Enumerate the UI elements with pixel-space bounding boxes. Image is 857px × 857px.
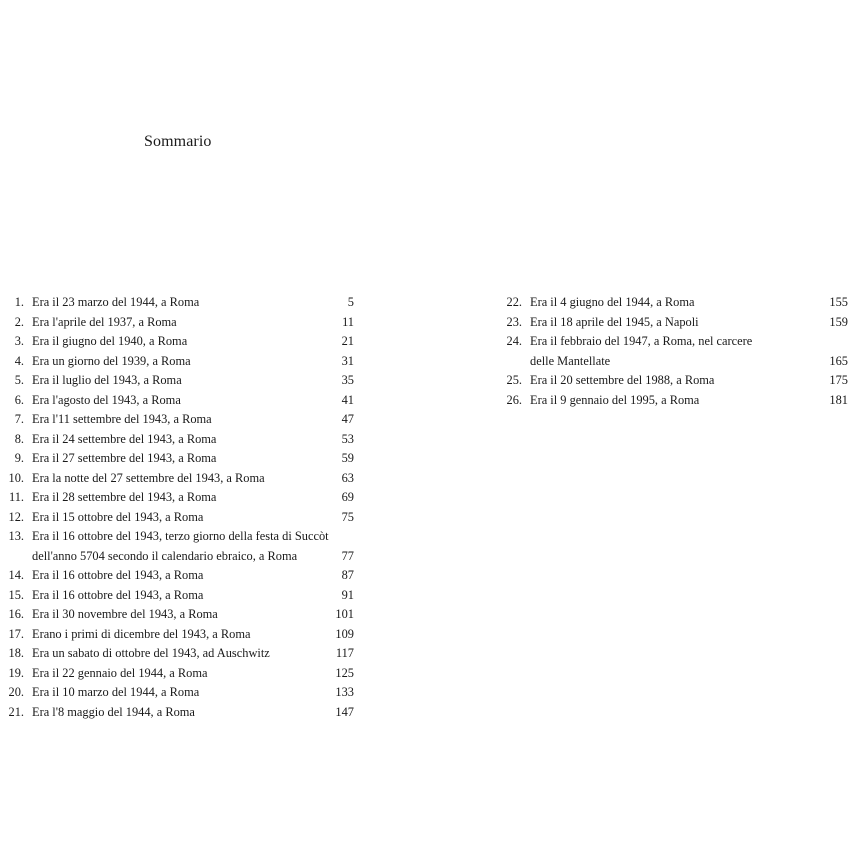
- toc-entry-number: 11.: [8, 490, 24, 504]
- toc-entry: [498, 313, 848, 333]
- toc-entry-number: 6.: [14, 392, 24, 407]
- toc-entry-title: Era il 28 settembre del 1943, a Roma: [32, 490, 217, 504]
- toc-entry-title: Era il 9 gennaio del 1995, a Roma: [530, 392, 700, 407]
- toc-entry-title: Era il 23 marzo del 1944, a Roma: [32, 295, 200, 309]
- toc-entry-page-number: 69: [341, 490, 354, 504]
- toc-entry-number: 4.: [14, 353, 24, 368]
- toc-entry-number: 21.: [8, 704, 24, 719]
- toc-entry: [498, 332, 848, 371]
- toc-entry-number: 2.: [14, 314, 24, 329]
- toc-entry-number: 16.: [8, 607, 24, 621]
- toc-entry-title: Era un sabato di ottobre del 1943, ad Auschwitz: [32, 646, 270, 660]
- toc-entry-page-number: 41: [341, 392, 354, 407]
- toc-entry-number: 12.: [8, 509, 24, 524]
- toc-entry-page-number: 87: [341, 568, 354, 582]
- toc-entry-title: Era l'11 settembre del 1943, a Roma: [32, 412, 212, 426]
- toc-entry-title: Era il 27 settembre del 1943, a Roma: [32, 451, 217, 465]
- toc-entry-title: Era il 16 ottobre del 1943, terzo giorno della festa di Succòt: [32, 529, 329, 543]
- toc-entry: [0, 683, 354, 703]
- toc-entry-number: 24.: [506, 334, 522, 348]
- toc-entry-number: 25.: [506, 373, 522, 387]
- toc-entry-number: 22.: [506, 295, 522, 309]
- toc-entry-page-number: 175: [829, 373, 848, 387]
- toc-entry-title: Erano i primi di dicembre del 1943, a Roma: [32, 626, 251, 641]
- toc-entry: [0, 332, 354, 352]
- toc-entry-page-number: 109: [335, 626, 354, 641]
- toc-entry-title: Era il febbraio del 1947, a Roma, nel carcere: [530, 334, 753, 348]
- toc-entry-page-number: 63: [341, 470, 354, 485]
- toc-entry: [0, 488, 354, 508]
- toc-left-column: [0, 293, 354, 722]
- toc-entry: [0, 625, 354, 645]
- toc-entry-number: 5.: [14, 373, 24, 387]
- toc-entry: [0, 391, 354, 411]
- toc-entry: [0, 410, 354, 430]
- toc-entry-page-number: 155: [829, 295, 848, 309]
- toc-entry-page-number: 21: [341, 334, 354, 348]
- toc-entry: [0, 371, 354, 391]
- page-title: Sommario: [144, 133, 212, 150]
- toc-entry-title: Era il 18 aprile del 1945, a Napoli: [530, 314, 699, 329]
- toc-entry: [0, 352, 354, 372]
- toc-entry-number: 26.: [506, 392, 522, 407]
- toc-entry-title: Era il 10 marzo del 1944, a Roma: [32, 685, 200, 699]
- toc-entry-title: Era il 20 settembre del 1988, a Roma: [530, 373, 715, 387]
- toc-entry-number: 1.: [14, 295, 24, 309]
- toc-entry: [0, 703, 354, 723]
- toc-entry-title: Era il 24 settembre del 1943, a Roma: [32, 431, 217, 446]
- toc-entry: [0, 586, 354, 606]
- toc-entry-title-continued: delle Mantellate: [530, 353, 611, 368]
- toc-entry-title: Era l'agosto del 1943, a Roma: [32, 392, 181, 407]
- toc-entry-number: 10.: [8, 470, 24, 485]
- toc-entry-number: 19.: [8, 665, 24, 680]
- toc-entry-title: Era il 30 novembre del 1943, a Roma: [32, 607, 218, 621]
- toc-entry-page-number: 5: [347, 295, 354, 309]
- toc-entry-title: Era il 22 gennaio del 1944, a Roma: [32, 665, 208, 680]
- toc-entry: [0, 313, 354, 333]
- toc-entry: [0, 664, 354, 684]
- toc-entry-title: Era l'aprile del 1937, a Roma: [32, 314, 177, 329]
- toc-entry: [498, 391, 848, 411]
- toc-entry-page-number: 91: [341, 587, 354, 602]
- toc-entry-page-number: 59: [341, 451, 354, 465]
- toc-entry-number: 7.: [14, 412, 24, 426]
- toc-entry-number: 23.: [506, 314, 522, 329]
- toc-entry: [0, 605, 354, 625]
- toc-entry-page-number: 47: [341, 412, 354, 426]
- toc-entry-number: 20.: [8, 685, 24, 699]
- toc-entry-title: Era il 15 ottobre del 1943, a Roma: [32, 509, 204, 524]
- toc-entry: [0, 527, 354, 566]
- toc-entry-page-number: 75: [341, 509, 354, 524]
- toc-entry: [0, 293, 354, 313]
- toc-entry-title: Era il giugno del 1940, a Roma: [32, 334, 188, 348]
- toc-entry: [498, 371, 848, 391]
- toc-entry-number: 3.: [14, 334, 24, 348]
- toc-entry: [0, 430, 354, 450]
- toc-entry-number: 13.: [8, 529, 24, 543]
- toc-entry-page-number: 77: [341, 548, 354, 563]
- toc-entry-title: Era il 16 ottobre del 1943, a Roma: [32, 568, 204, 582]
- toc-entry: [0, 566, 354, 586]
- toc-entry-page-number: 53: [341, 431, 354, 446]
- toc-entry-number: 14.: [8, 568, 24, 582]
- toc-entry-title: Era la notte del 27 settembre del 1943, a Roma: [32, 470, 265, 485]
- toc-entry: [0, 644, 354, 664]
- toc-entry-page-number: 133: [335, 685, 354, 699]
- toc-entry-number: 17.: [8, 626, 24, 641]
- toc-entry: [0, 469, 354, 489]
- toc-entry-page-number: 181: [829, 392, 848, 407]
- toc-entry-page-number: 117: [335, 646, 354, 660]
- toc-entry-number: 18.: [8, 646, 24, 660]
- toc-entry-number: 15.: [8, 587, 24, 602]
- toc-entry-page-number: 159: [829, 314, 848, 329]
- toc-entry-title: Era il 16 ottobre del 1943, a Roma: [32, 587, 204, 602]
- toc-entry: [498, 293, 848, 313]
- toc-right-column: [498, 293, 848, 410]
- toc-entry-page-number: 147: [335, 704, 354, 719]
- toc-entry-page-number: 125: [335, 665, 354, 680]
- toc-entry-title: Era il luglio del 1943, a Roma: [32, 373, 182, 387]
- toc-entry-page-number: 31: [341, 353, 354, 368]
- toc-entry-title: Era un giorno del 1939, a Roma: [32, 353, 191, 368]
- toc-entry-title: Era il 4 giugno del 1944, a Roma: [530, 295, 695, 309]
- toc-entry-page-number: 101: [335, 607, 354, 621]
- toc-entry: [0, 449, 354, 469]
- toc-entry-number: 9.: [14, 451, 24, 465]
- toc-entry-page-number: 165: [829, 353, 848, 368]
- toc-entry-title-continued: dell'anno 5704 secondo il calendario ebraico, a Roma: [32, 548, 298, 563]
- toc-entry-title: Era l'8 maggio del 1944, a Roma: [32, 704, 195, 719]
- toc-entry-number: 8.: [14, 431, 24, 446]
- toc-entry: [0, 508, 354, 528]
- toc-entry-page-number: 35: [341, 373, 354, 387]
- toc-entry-page-number: 11: [342, 314, 354, 329]
